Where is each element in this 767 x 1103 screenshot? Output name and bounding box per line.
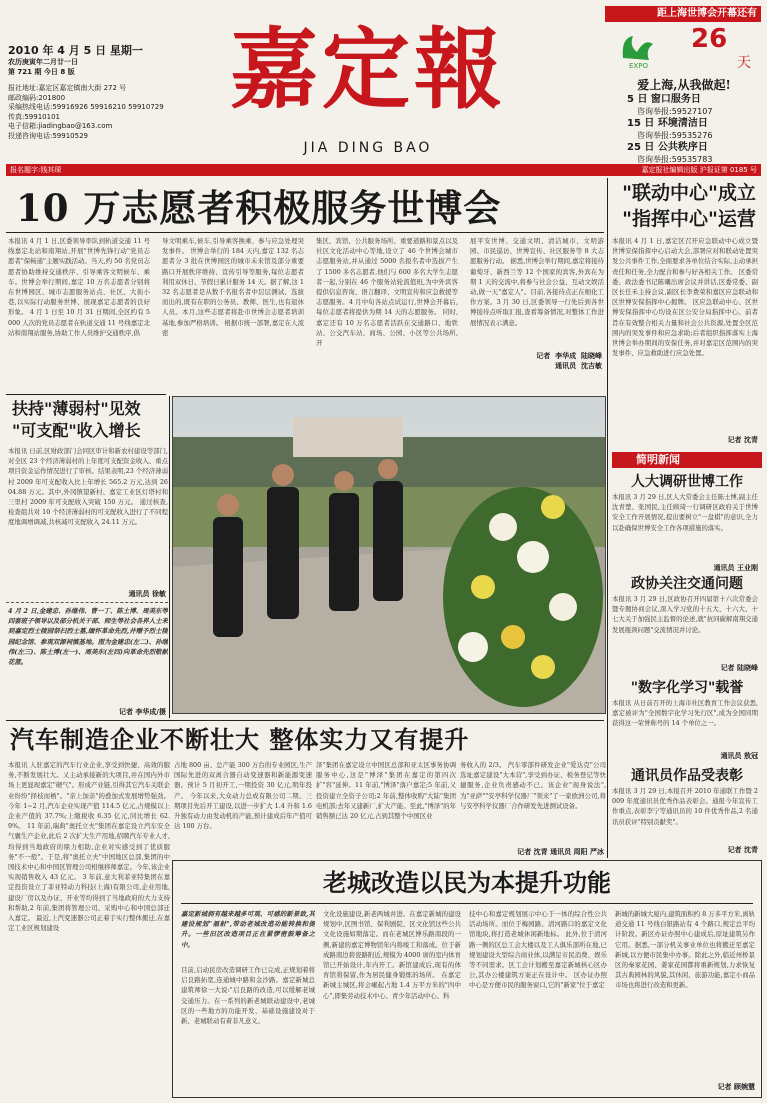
lunar-date: 农历庚寅年二月廿一日 <box>8 58 78 66</box>
brief-3-text: 本报讯 从日前召开的上海市社区教育工作会议获悉,嘉定被评为"全国数字化学习先行区",成为全国同期获得这一荣誉称号的 14 个单位之一。 <box>612 699 758 728</box>
expo-item-3: 25 日 公共秩序日 <box>627 142 708 153</box>
expo-countdown-label: 距上海世博会开幕还有 <box>605 6 761 22</box>
renewal-box <box>172 860 762 1098</box>
brief-1-byline: 通讯员 王业刚 <box>713 564 758 572</box>
brief-4-title: 通讯员作品受表彰 <box>631 768 743 784</box>
renewal-intro: 嘉定新城拥有越来越多可观、可感的新景致,其建设规划"福射",带动老城改造功能转换和提升。一些旧区改造项目正在紧锣密鼓筹备之中。 <box>181 910 315 949</box>
renewal-byline: 记者 顾婉慧 <box>717 1083 755 1091</box>
auto-col-2: 占地 800 亩、总产能 300 万台的专业园区,生产国际先进的双离合器自动变速器和新能源变速器。预计 5 月初开工,一期投资 30 亿元,明年投产。 今年以来,大众动力总成有限公司二期、三期项目先后开工建设,以进一步扩大 1.4 升和 1.6 升独有动力由发动机的产能,预计建成后年产值可达 100 万台。 <box>174 761 312 831</box>
auto-col-1: 本报讯 人驻嘉定的汽车行业企业,享受到快捷、高效的服务,不断发展壮大。又主动承接新的大项目,并在国内外市场上更显现嘉定"硬气"。形成产业链,引得其它汽车关联企业纷纷"择枝而栖"。"亲上加亲"的叠加式发展增势强劲。今年 1~2 月,汽车企业实现产值 114.5 亿元,占规模以上企业产值的 37.7%;上缴税收 6.35 亿元,同比增长 62.9%。 11 年前,瑞典"奥托立夫"集团在嘉定设立汽车安全气囊生产企业,此后 2 次扩大生产用地,招聘汽车专业人才,均得到当地政府的鼎力相助,企业对实感受到了优质服务"不一般"。于是,将"奥托立夫"中国地区总部,集团的中国技术中心和中国区管理公司相继移师嘉定。今年,该企业实现销售收入 43 亿元。 3 年前,意大利菲亚特集团在嘉定投资设立了菲亚特动力科技(上海)有限公司,企业用地,建设厂房以及办证、开业等均得到了当地政府的大力支持和帮助,2 年前,集团将管理公司、采购中心和中国总部迁入嘉定。 最近,上汽变速器公司正着手实行整体搬迁,在嘉定工业区规划建设 <box>8 761 170 933</box>
masthead-left <box>8 44 198 141</box>
contact-info-5: 电子信箱:jiadingbao@163.com <box>8 122 113 130</box>
brief-2-text: 本报讯 3 月 29 日,区政协召开四届第十六次常委会暨专题协商会议,深入学习党的十五大、十六大、十七大关于加强民主监督的论述,就"抗同碳解南翔交通发展瓶颈问题"交流情况并讨论。 <box>612 595 758 634</box>
lead-headline: 10 万志愿者积极服务世博会 <box>16 186 502 230</box>
expo-days-unit: 天 <box>737 55 751 71</box>
caption-byline: 记者 李华成/摄 <box>119 708 166 716</box>
issue-number: 第 721 期 今日 8 版 <box>8 67 75 76</box>
calligraphy-credit: 报名题字:钱其琛 <box>10 166 62 174</box>
expo-slogan: 爱上海,从我做起! <box>637 78 731 92</box>
expo-logo <box>615 28 665 70</box>
expo-item-3-phone: 咨询举报:59535783 <box>637 155 713 164</box>
sidebar1-headline-1: 扶持"薄弱村"见效 <box>12 399 141 418</box>
lead-photo <box>172 396 606 714</box>
contact-info-3: 采编热线电话:59916926 59916210 59910729 <box>8 103 164 111</box>
brief-3-byline: 通讯员 敖冠 <box>720 752 758 760</box>
lead-col-3: 集区、宾馆、公共服务场所、重要道路和景点以及社区文化活动中心等地,设立了 46 个世博会城市志愿服务站,并从通过 5000 名报名者中选拔产生了 1500 多名志愿者,他们与 600 多名大学生志愿者一起,分别在 46 个服务站轮流值班,为中外宾客提供信息咨询、语言翻译、文明宣传和应急救援等志愿服务。4 月中旬各站点试运行,世博会开幕后,每位志愿者将提供为期 14 天的志愿服务。 同时,嘉定还有 10 万名志愿者活跃在交通路口、地铁站、公交汽车站、商场、公园、小区等公共场所,开 <box>316 237 458 348</box>
expo-item-1: 5 日 窗口服务日 <box>627 94 701 105</box>
auto-col-4: 务收入的 2/3。 汽车零部件研发企业"爱达克"公司选址嘉定建设"大本营",享受到办证、税务登记等快捷服务,企业负责感动不已。该企业"现身说法",为"亚萨""安亭科学仪器厂"领来"了一家欧洲公司,将与安亭科学仪器厂合作研发先进测试设备。 <box>460 761 606 810</box>
right-headline-1: "联动中心"成立 <box>622 182 756 204</box>
expo-days: 26 <box>691 24 728 54</box>
contact-info-6: 投递咨询电话:59910529 <box>8 131 88 140</box>
brief-2-title: 政协关注交通问题 <box>631 576 743 592</box>
expo-item-2: 15 日 环境清洁日 <box>627 118 708 129</box>
expo-item-1-phone: 咨询举报:59527107 <box>637 107 713 116</box>
newspaper-pinyin: JIA DING BAO <box>303 140 433 156</box>
contact-info-1: 报社地址:嘉定区嘉定镇南大街 272 号 <box>8 84 127 92</box>
expo-countdown-box <box>605 6 761 162</box>
brief-4-byline: 记者 沈青 <box>727 846 758 854</box>
renewal-col-1: 目前,启动民房改造调研工作已完成,正规划着将启良路拓宽,连通城中路和金沙路。嘉定新城总建筑师徐一大说:"启良路的改造,可以缓解老城交通压力。在一系列的新老城联动建设中,老城区的一些地方的功能开发、基础设施建设对于新、老城联动有着非凡意义。 <box>181 966 315 1026</box>
lead-byline: 记者 李华成 陆晓峰 通讯员 沈吉敏 <box>536 352 602 370</box>
renewal-col-2: 文化设施建设,新老两城并进。在嘉定新城的建设规划中,区图书馆、保利剧院、区文化馆这些公共文化设施如期落定。而在老城区博乐路南段的一侧,新建的嘉定博物馆年内将竣工和落成。位于新成路南边碧瓷路附近,规模为 4000 席的室内体育馆已开始设计,年内开工。新馆建成后,现有的体育馆将保留,作为居民健身锻炼的场所。 在嘉定新城主城区,将会崛起占地 1.4 万平方米的"四中心",即集劳动技术中心、青少年活动中心、科 <box>323 910 461 1000</box>
publisher-info: 嘉定报社编辑出版 沪报证第 0185 号 <box>641 166 757 174</box>
right-headline-2: "指挥中心"运营 <box>622 208 756 230</box>
lead-col-4: 展平安世博、交通文明、清洁城市、文明游园、市民巡访、世博宣传、社区服务等 8 大志愿服务行动。 据悉,世博会举行期间,嘉定将接待葡萄牙、新西兰等 12 个国家的宾客,外宾在为期 1 天的交流中,将参与社会公益、互动文娱活动,做一天"嘉定人"。目前,各接待点正在细化工作方案。3 月 30 日,区委领导一行先后到各世博接待点听取汇报,查看筹备情况,对整体工作进展情况表示满意。 <box>470 237 604 327</box>
renewal-col-4: 新城的新城大厦内,建筑面积约 8 万多平方米,离轨道交通 11 号线白银路站有 4 个路口,规定总平均计阶段。新区办证办照中心建成后,原址建筑另作它用。据悉,一部分机关事业单位也将搬迁至嘉定新城,以方便市民集中办事。除此之外,临近州桥景区的秦家花园、姜家花园都将重新规划,力求恢复其古典园林的风貌,其休闲、旅游功能,嘉定小商品市场也将进行改造和更新。 <box>615 910 755 990</box>
brief-header-label: 简明新闻 <box>636 453 680 466</box>
auto-col-3: 泽"集团在嘉定设立中国区总部和亚太区事务协调服务中心,这是"博泽"集团在嘉定的第四次扩"容"延伸。11 年前,"博泽"落户嘉定;5 年前,又投资建立全资子公司;2 年前,整体收购"大陆"集团电机部;去年又建新厂,扩大产能。至此,"博泽"的年销售额已达 20 亿元,占到其整个中国区业 <box>316 761 456 821</box>
brief-3-title: "数字化学习"载誉 <box>630 680 744 696</box>
svg-text:EXPO: EXPO <box>629 62 648 70</box>
sidebar1-text: 本报讯 日前,区财政部门会同区审计和新农村建设等部门,对全区 23 个经济薄弱村的上年度可支配资金收入、重点项目资金运作情况进行了审核。结果表明,23 个经济薄弱村 2009 年可支配收入比上年增长 565.2 万元,达到 2604.88 万元。其中,外冈镇望新村、嘉定工业区灯塔村和三里村 2009 年可支配收入突破 150 万元。 通过核查,检查组共对 10 个经济薄弱村的可支配收入进行了不同程度地调增调减,共核减可支配收入 24.11 万元。 <box>8 447 168 527</box>
renewal-col-3: 技中心和嘉定规划展示中心于一体的综合性公共活动场所。而位于梅园路、清河路口的嘉定文化馆地块,将打造老城休闲新地标。 此外,位于清河路一侧的区总工会大楼以及工人俱乐部所在地,已规划建设大型综合商业体,以满足市民消费、娱乐等不同需求。区工会计划搬至嘉定新城核心区办公,其办公楼建筑方案正在设计中。 区办证办照中心是方便市民的服务窗口,它的"新家"位于嘉定 <box>469 910 607 990</box>
photo-caption: 4 月 2 日,金建忠、孙继伟、曹一丁、陈土博、周美东等四套班子领导以及部分机关干部、师生等社会各界人士来到嘉定烈士陵园祭扫烈士墓,缅怀革命先烈,并赠予烈士陵园纪念馆、参观双源祠慎基地。图为金建忠(左二)、孙继伟(左三)、陈土博(左一)、周美东(左四)向革命先烈敬献花篮。 <box>8 607 168 667</box>
brief-2-byline: 记者 陆晓峰 <box>720 664 758 672</box>
brief-4-text: 本报讯 3 月 29 日,本报召开 2010 年通联工作暨 2009 年度通讯员优秀作品表彰会。通报今年宣传工作重点,表彰李宁等通讯员的 10 件优秀作品,2 名通讯员获评"特别贡献奖"。 <box>612 787 758 826</box>
masthead-bar <box>6 164 761 176</box>
brief-1-title: 人大调研世博工作 <box>631 474 743 490</box>
right-story-byline: 记者 沈青 <box>727 436 758 444</box>
contact-info-2: 邮政编码:201800 <box>8 93 66 102</box>
auto-headline: 汽车制造企业不断壮大 整体实力又有提升 <box>10 725 470 754</box>
brief-header <box>612 452 762 468</box>
newspaper-title: 嘉定報 <box>229 17 506 121</box>
brief-1-text: 本报讯 3 月 29 日,区人大常委会主任陈士博,副主任沈青楚、张国民,主任顾琦一行调研区政府关于世博安全工作开展情况,提出要树立"一盘棋"的意识,全力以赴确保世博安全工作各项措施的落实。 <box>612 493 758 532</box>
contact-info-4: 传真:59910101 <box>8 112 60 121</box>
sidebar1-headline-2: "可支配"收入增长 <box>12 421 141 440</box>
expo-item-2-phone: 咨询举报:59535276 <box>637 131 713 140</box>
auto-byline: 记者 沈青 通讯员 周阳 严冰 <box>517 848 604 856</box>
renewal-headline: 老城改造以民为本提升功能 <box>323 868 611 897</box>
lead-col-2: 导文明乘车,候车,引导乘客换乘、参与应急处理突发事件。 世博会举行的 184 天内,嘉定 132 名志愿者分 3 批在世博园区的城市未来馆及部分重要路口开展秩序维持、宣传引导等服务,每位志愿者利用双休日、节假日累计服务 14 天。据了解,这 132 名志愿者是从数千名报名者中层层测试、选拔而出的,既有在职的公务员、教师、医生,也有退休人员。本月,这些志愿者将赴市世博会志愿者培训基地,参加严格培训。 根据市统一部署,嘉定在人流密 <box>162 237 304 337</box>
date: 2010 年 4 月 5 日 星期一 <box>8 44 143 57</box>
lead-col-1: 本报讯 4 月 1 日,区委领导率队到轨道交通 11 号线嘉定北站和南翔站,开展"世博先锋行动"党员志愿者"保畅通"主题实践活动。当天,约 50 名党员志愿者协助维持交通秩序、引导乘客文明候车、乘车。世博会举行期间,嘉定 10 万名志愿者分别将在世博园区、城市志愿服务站点、社区、大街小巷,以实际行动服务世博、展现嘉定志愿者的良好形象。 4 月 1 日至 10 月 31 日期间,全区约有 5000 人次的党员志愿者在轨道交通 11 号线嘉定北站和南翔站服务,协助工作人员维护交通秩序,倡 <box>8 237 150 337</box>
sidebar1-byline: 通讯员 徐敏 <box>128 590 166 598</box>
right-story-text: 本报讯 4 月 1 日,嘉定区召开应急联动中心成立暨世博安保指挥中心启动大会,部署应对和联动处置突发公共事件工作,全面要求各单位结合实际,主动承担责任和任务,全力配合和参与好各相关工作。 区委常委、政法委书记陈曦出席会议并讲话,区委常委、副区长任禾主持会议,副区长李费荣和嘉区应急联动和区世博安保指挥中心揭牌。 区应急联动中心、区世博安保指挥中心均设在区公安分局指挥中心。前者旨在有效整合相关力量和社会公共资源,处置全区范围内的突发事件和应急求助;后者组织指挥落实上海世博会举办期间的安保任务,并对嘉定区范围内的突发事件、应急救助进行应急处置。 <box>612 237 758 358</box>
